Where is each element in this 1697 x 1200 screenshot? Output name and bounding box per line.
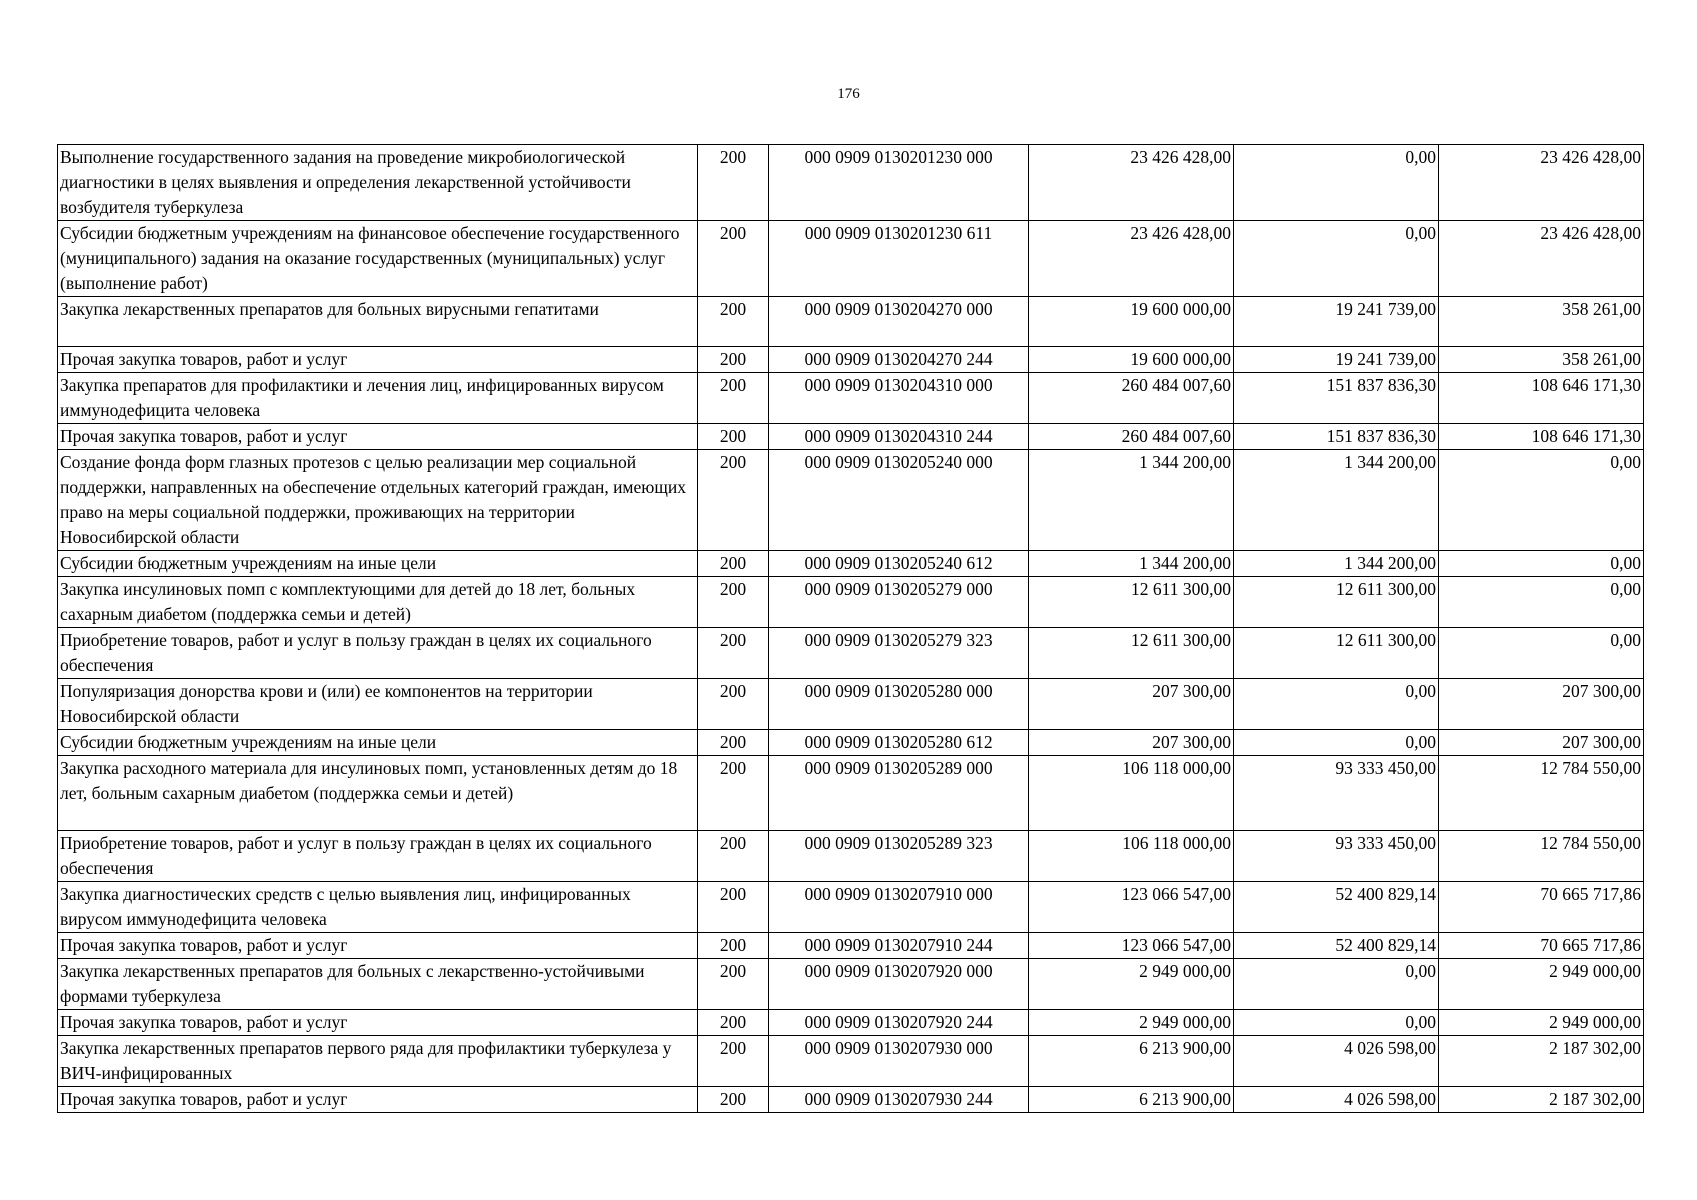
row-classification-cell: 000 0909 0130205289 323: [769, 831, 1029, 882]
row-code-cell: 200: [698, 373, 769, 424]
row-executed-cell: 0,00: [1234, 221, 1439, 297]
budget-table: [57, 144, 1644, 1113]
row-name-cell: Субсидии бюджетным учреждениям на иные цели: [58, 551, 698, 577]
row-unexecuted-cell: 2 949 000,00: [1439, 1010, 1644, 1036]
row-code-cell: 200: [698, 297, 769, 347]
row-name-cell: Прочая закупка товаров, работ и услуг: [58, 347, 698, 373]
row-classification-cell: 000 0909 0130201230 611: [769, 221, 1029, 297]
row-code-cell: 200: [698, 347, 769, 373]
row-code-cell: 200: [698, 831, 769, 882]
row-approved-cell: 1 344 200,00: [1029, 551, 1234, 577]
row-classification-cell: 000 0909 0130205280 612: [769, 730, 1029, 756]
row-approved-cell: 106 118 000,00: [1029, 756, 1234, 831]
row-unexecuted-cell: 0,00: [1439, 628, 1644, 679]
row-classification-cell: 000 0909 0130207920 244: [769, 1010, 1029, 1036]
row-classification-cell: 000 0909 0130207930 244: [769, 1087, 1029, 1113]
row-unexecuted-cell: 358 261,00: [1439, 297, 1644, 347]
row-unexecuted-cell: 207 300,00: [1439, 679, 1644, 730]
row-code-cell: 200: [698, 577, 769, 628]
row-executed-cell: 1 344 200,00: [1234, 450, 1439, 551]
table-row: [58, 831, 1644, 882]
row-classification-cell: 000 0909 0130205279 000: [769, 577, 1029, 628]
table-row: [58, 1036, 1644, 1087]
row-unexecuted-cell: 12 784 550,00: [1439, 756, 1644, 831]
row-classification-cell: 000 0909 0130205279 323: [769, 628, 1029, 679]
row-approved-cell: 123 066 547,00: [1029, 882, 1234, 933]
budget-table-body: [58, 145, 1644, 1113]
row-executed-cell: 4 026 598,00: [1234, 1036, 1439, 1087]
row-classification-cell: 000 0909 0130205240 612: [769, 551, 1029, 577]
row-name-cell: Закупка расходного материала для инсулиновых помп, установленных детям до 18 лет, больным сахарным диабетом (поддержка семьи и детей): [58, 756, 698, 831]
row-unexecuted-cell: 207 300,00: [1439, 730, 1644, 756]
row-approved-cell: 1 344 200,00: [1029, 450, 1234, 551]
row-executed-cell: 93 333 450,00: [1234, 831, 1439, 882]
row-name-cell: Закупка инсулиновых помп с комплектующими для детей до 18 лет, больных сахарным диабетом (поддержка семьи и детей): [58, 577, 698, 628]
row-unexecuted-cell: 70 665 717,86: [1439, 882, 1644, 933]
row-approved-cell: 123 066 547,00: [1029, 933, 1234, 959]
row-executed-cell: 4 026 598,00: [1234, 1087, 1439, 1113]
row-unexecuted-cell: 2 949 000,00: [1439, 959, 1644, 1010]
row-unexecuted-cell: 2 187 302,00: [1439, 1036, 1644, 1087]
table-row: [58, 450, 1644, 551]
row-unexecuted-cell: 0,00: [1439, 577, 1644, 628]
row-approved-cell: 19 600 000,00: [1029, 297, 1234, 347]
row-approved-cell: 2 949 000,00: [1029, 1010, 1234, 1036]
row-name-cell: Прочая закупка товаров, работ и услуг: [58, 933, 698, 959]
row-executed-cell: 0,00: [1234, 959, 1439, 1010]
row-classification-cell: 000 0909 0130207910 244: [769, 933, 1029, 959]
row-approved-cell: 23 426 428,00: [1029, 221, 1234, 297]
table-row: [58, 882, 1644, 933]
row-name-cell: Создание фонда форм глазных протезов с целью реализации мер социальной поддержки, направленных на обеспечение отдельных категорий граждан, имеющих право на меры социальной поддержки, проживающих на территории Новосибирской области: [58, 450, 698, 551]
table-row: [58, 933, 1644, 959]
row-name-cell: Закупка препаратов для профилактики и лечения лиц, инфицированных вирусом иммунодефицита человека: [58, 373, 698, 424]
row-executed-cell: 19 241 739,00: [1234, 347, 1439, 373]
table-row: [58, 730, 1644, 756]
row-executed-cell: 1 344 200,00: [1234, 551, 1439, 577]
row-classification-cell: 000 0909 0130207930 000: [769, 1036, 1029, 1087]
row-approved-cell: 2 949 000,00: [1029, 959, 1234, 1010]
row-approved-cell: 106 118 000,00: [1029, 831, 1234, 882]
row-executed-cell: 151 837 836,30: [1234, 373, 1439, 424]
row-executed-cell: 12 611 300,00: [1234, 628, 1439, 679]
table-row: [58, 347, 1644, 373]
row-executed-cell: 52 400 829,14: [1234, 882, 1439, 933]
row-classification-cell: 000 0909 0130205289 000: [769, 756, 1029, 831]
row-code-cell: 200: [698, 882, 769, 933]
row-code-cell: 200: [698, 551, 769, 577]
row-unexecuted-cell: 358 261,00: [1439, 347, 1644, 373]
row-approved-cell: 23 426 428,00: [1029, 145, 1234, 221]
row-code-cell: 200: [698, 959, 769, 1010]
row-classification-cell: 000 0909 0130207910 000: [769, 882, 1029, 933]
row-code-cell: 200: [698, 933, 769, 959]
row-approved-cell: 207 300,00: [1029, 730, 1234, 756]
row-name-cell: Субсидии бюджетным учреждениям на иные цели: [58, 730, 698, 756]
row-classification-cell: 000 0909 0130204310 244: [769, 424, 1029, 450]
row-name-cell: Выполнение государственного задания на проведение микробиологической диагностики в целях выявления и определения лекарственной устойчивости возбудителя туберкулеза: [58, 145, 698, 221]
row-unexecuted-cell: 108 646 171,30: [1439, 424, 1644, 450]
row-classification-cell: 000 0909 0130201230 000: [769, 145, 1029, 221]
page-number: 176: [837, 86, 860, 102]
row-name-cell: Закупка лекарственных препаратов первого ряда для профилактики туберкулеза у ВИЧ-инфицированных: [58, 1036, 698, 1087]
row-executed-cell: 0,00: [1234, 679, 1439, 730]
table-row: [58, 551, 1644, 577]
row-approved-cell: 19 600 000,00: [1029, 347, 1234, 373]
row-executed-cell: 19 241 739,00: [1234, 297, 1439, 347]
row-code-cell: 200: [698, 679, 769, 730]
row-approved-cell: 207 300,00: [1029, 679, 1234, 730]
row-classification-cell: 000 0909 0130207920 000: [769, 959, 1029, 1010]
row-classification-cell: 000 0909 0130204310 000: [769, 373, 1029, 424]
row-code-cell: 200: [698, 756, 769, 831]
row-code-cell: 200: [698, 1087, 769, 1113]
table-row: [58, 1087, 1644, 1113]
row-approved-cell: 6 213 900,00: [1029, 1036, 1234, 1087]
row-name-cell: Прочая закупка товаров, работ и услуг: [58, 424, 698, 450]
table-row: [58, 679, 1644, 730]
row-executed-cell: 93 333 450,00: [1234, 756, 1439, 831]
row-name-cell: Приобретение товаров, работ и услуг в пользу граждан в целях их социального обеспечения: [58, 831, 698, 882]
table-row: [58, 373, 1644, 424]
row-classification-cell: 000 0909 0130204270 244: [769, 347, 1029, 373]
row-approved-cell: 260 484 007,60: [1029, 424, 1234, 450]
row-classification-cell: 000 0909 0130205280 000: [769, 679, 1029, 730]
row-name-cell: Закупка лекарственных препаратов для больных с лекарственно-устойчивыми формами туберкулеза: [58, 959, 698, 1010]
row-executed-cell: 52 400 829,14: [1234, 933, 1439, 959]
row-unexecuted-cell: 2 187 302,00: [1439, 1087, 1644, 1113]
row-name-cell: Закупка лекарственных препаратов для больных вирусными гепатитами: [58, 297, 698, 347]
row-code-cell: 200: [698, 450, 769, 551]
row-unexecuted-cell: 70 665 717,86: [1439, 933, 1644, 959]
table-row: [58, 577, 1644, 628]
row-code-cell: 200: [698, 145, 769, 221]
row-unexecuted-cell: 0,00: [1439, 450, 1644, 551]
row-approved-cell: 12 611 300,00: [1029, 577, 1234, 628]
table-row: [58, 756, 1644, 831]
row-code-cell: 200: [698, 424, 769, 450]
table-row: [58, 424, 1644, 450]
row-code-cell: 200: [698, 1036, 769, 1087]
table-row: [58, 628, 1644, 679]
row-code-cell: 200: [698, 221, 769, 297]
row-executed-cell: 0,00: [1234, 1010, 1439, 1036]
table-row: [58, 221, 1644, 297]
row-unexecuted-cell: 108 646 171,30: [1439, 373, 1644, 424]
row-classification-cell: 000 0909 0130205240 000: [769, 450, 1029, 551]
table-row: [58, 145, 1644, 221]
row-approved-cell: 12 611 300,00: [1029, 628, 1234, 679]
row-code-cell: 200: [698, 730, 769, 756]
row-name-cell: Закупка диагностических средств с целью выявления лиц, инфицированных вирусом иммунодефицита человека: [58, 882, 698, 933]
row-code-cell: 200: [698, 628, 769, 679]
row-unexecuted-cell: 12 784 550,00: [1439, 831, 1644, 882]
row-code-cell: 200: [698, 1010, 769, 1036]
row-classification-cell: 000 0909 0130204270 000: [769, 297, 1029, 347]
row-executed-cell: 12 611 300,00: [1234, 577, 1439, 628]
row-executed-cell: 0,00: [1234, 145, 1439, 221]
row-unexecuted-cell: 0,00: [1439, 551, 1644, 577]
table-row: [58, 959, 1644, 1010]
row-name-cell: Прочая закупка товаров, работ и услуг: [58, 1087, 698, 1113]
table-row: [58, 1010, 1644, 1036]
row-unexecuted-cell: 23 426 428,00: [1439, 145, 1644, 221]
row-name-cell: Субсидии бюджетным учреждениям на финансовое обеспечение государственного (муниципального) задания на оказание государственных (муниципальных) услуг (выполнение работ): [58, 221, 698, 297]
row-executed-cell: 0,00: [1234, 730, 1439, 756]
row-approved-cell: 260 484 007,60: [1029, 373, 1234, 424]
row-name-cell: Прочая закупка товаров, работ и услуг: [58, 1010, 698, 1036]
row-name-cell: Популяризация донорства крови и (или) ее компонентов на территории Новосибирской области: [58, 679, 698, 730]
row-name-cell: Приобретение товаров, работ и услуг в пользу граждан в целях их социального обеспечения: [58, 628, 698, 679]
table-row: [58, 297, 1644, 347]
row-unexecuted-cell: 23 426 428,00: [1439, 221, 1644, 297]
row-executed-cell: 151 837 836,30: [1234, 424, 1439, 450]
row-approved-cell: 6 213 900,00: [1029, 1087, 1234, 1113]
